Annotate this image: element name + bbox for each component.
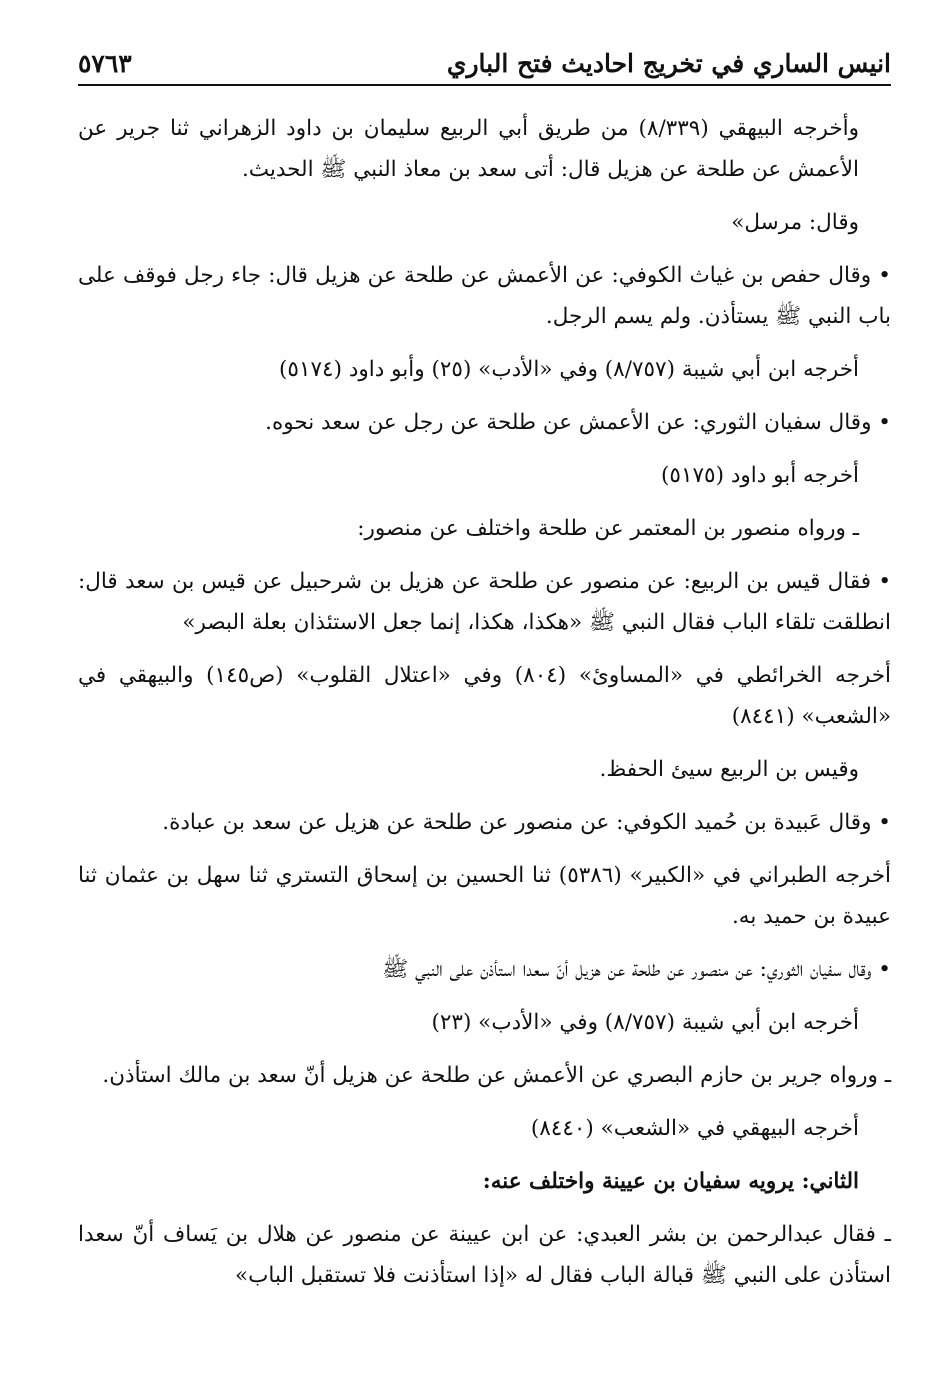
paragraph: • وقال حفص بن غياث الكوفي: عن الأعمش عن طلحة عن هزيل قال: جاء رجل فوقف على باب النبي ﷺ يستأذن. ولم يسم الرجل. [78,263,891,329]
paragraph: وقيس بن الربيع سيئ الحفظ. [599,757,859,782]
paragraph: أخرجه الخرائطي في «المساوئ» (٨٠٤) وفي «اعتلال القلوب» (ص١٤٥) والبيهقي في «الشعب» (٨٤٤١) [78,663,891,729]
paragraph: أخرجه ابن أبي شيبة (٨/٧٥٧) وفي «الأدب» (٢٣) [431,1010,859,1035]
section-heading: الثاني: يرويه سفيان بن عيينة واختلف عنه: [482,1169,859,1194]
paragraph: ـ ورواه جرير بن حازم البصري عن الأعمش عن طلحة عن هزيل أنّ سعد بن مالك استأذن. [102,1063,891,1088]
paragraph: أخرجه أبو داود (٥١٧٥) [661,463,859,488]
page-header [78,38,891,86]
paragraph: • وقال سفيان الثوري: عن الأعمش عن طلحة عن رجل عن سعد نحوه. [265,410,891,435]
paragraph: ـ فقال عبدالرحمن بن بشر العبدي: عن ابن عيينة عن منصور عن هلال بن يَساف أنّ سعدا استأذن على النبي ﷺ قبالة الباب فقال له «إذا استأذنت فلا تستقبل الباب» [78,1222,891,1288]
paragraph: وقال: مرسل» [731,210,859,235]
running-title: انيس الساري في تخريج احاديث فتح الباري [446,49,891,78]
paragraph: وأخرجه البيهقي (٨/٣٣٩) من طريق أبي الربيع سليمان بن داود الزهراني ثنا جرير عن الأعمش عن طلحة عن هزيل قال: أتى سعد بن معاذ النبي ﷺ الحديث. [78,116,859,182]
paragraph: • وقال سفيان الثوري: عن منصور عن طلحة عن هزيل أنّ سعدا استأذن على النبي ﷺ [382,957,891,982]
page-body [78,108,891,1308]
paragraph: • فقال قيس بن الربيع: عن منصور عن طلحة عن هزيل بن شرحبيل عن قيس بن سعد قال: انطلقت تلقاء الباب فقال النبي ﷺ «هكذا، هكذا، إنما جعل الاستئذان بعلة البصر» [78,569,891,635]
paragraph: أخرجه الطبراني في «الكبير» (٥٣٨٦) ثنا الحسين بن إسحاق التستري ثنا سهل بن عثمان ثنا عبيدة بن حميد به. [78,863,891,929]
paragraph: • وقال عَبيدة بن حُميد الكوفي: عن منصور عن طلحة عن هزيل عن سعد بن عبادة. [162,810,891,835]
paragraph: ـ ورواه منصور بن المعتمر عن طلحة واختلف عن منصور: [357,516,859,541]
paragraph: أخرجه ابن أبي شيبة (٨/٧٥٧) وفي «الأدب» (٢٥) وأبو داود (٥١٧٤) [279,357,859,382]
paragraph: أخرجه البيهقي في «الشعب» (٨٤٤٠) [530,1116,859,1141]
page-number: ٥٧٦٣ [78,49,132,78]
